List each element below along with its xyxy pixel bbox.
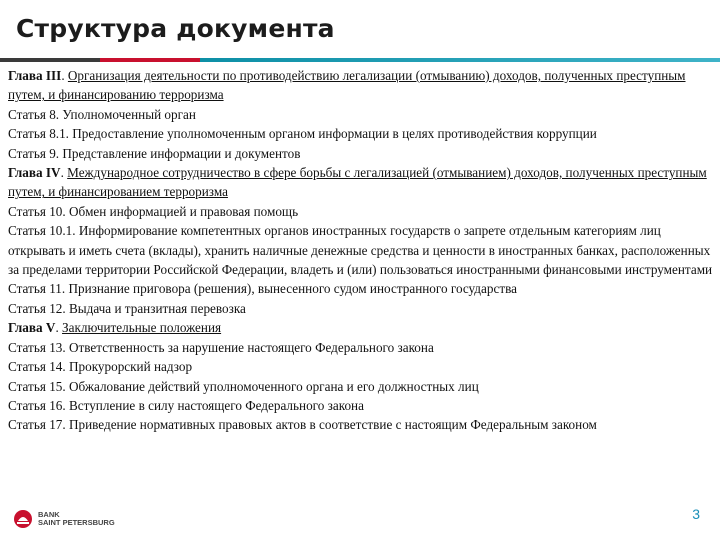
page-number: 3 (692, 506, 700, 522)
chapter-4-heading: Глава IV. Международное сотрудничество в сфере борьбы с легализацией (отмыванием) доходов, полученных преступным путем, и финансированием терроризма (8, 165, 707, 200)
article-item: Статья 17. Приведение нормативных правовых актов в соответствие с настоящим Федеральным законом (8, 417, 597, 433)
logo-line-1: BANK (38, 510, 60, 519)
article-item: Статья 15. Обжалование действий уполномоченного органа и его должностных лиц (8, 378, 479, 394)
logo-line-2: SAINT PETERSBURG (38, 518, 115, 527)
article-item: Статья 10.1. Информирование компетентных органов иностранных государств о запрете отдельным категориям лиц открывать и иметь счета (вклады), хранить наличные денежные средства и ценности в иностранных банках, расположенных за пределами территории Российской Федерации, владеть и (или) пользоваться иностранными финансовыми инструментами (8, 223, 713, 278)
article-item: Статья 9. Представление информации и документов (8, 145, 301, 161)
article-item: Статья 14. Прокурорский надзор (8, 359, 193, 375)
underline-segment-teal (200, 58, 720, 62)
bank-logo-icon (12, 508, 34, 530)
chapter-3-heading: Глава III. Организация деятельности по противодействию легализации (отмыванию) доходов, полученных преступным путем, и финансированию терроризма (8, 68, 686, 103)
bank-logo-text (38, 511, 115, 527)
article-item: Статья 10. Обмен информацией и правовая помощь (8, 203, 299, 219)
chapter-title: Заключительные положения (62, 320, 222, 336)
bank-logo (12, 508, 115, 530)
title-underline-bar (0, 58, 720, 62)
article-item: Статья 8.1. Предоставление уполномоченным органом информации в целях противодействия коррупции (8, 126, 597, 142)
article-item: Статья 16. Вступление в силу настоящего Федерального закона (8, 397, 364, 413)
article-item: Статья 11. Признание приговора (решения), вынесенного судом иностранного государства (8, 281, 517, 297)
underline-segment-red (100, 58, 200, 62)
page-title: Структура документа (16, 14, 335, 43)
chapter-5-heading: Глава V. Заключительные положения (8, 320, 222, 336)
chapter-title: Международное сотрудничество в сфере борьбы с легализацией (отмыванием) доходов, полученных преступным путем, и финансированием терроризма (8, 165, 707, 200)
chapter-number: Глава III (8, 68, 62, 83)
article-item: Статья 13. Ответственность за нарушение настоящего Федерального закона (8, 339, 434, 355)
article-item: Статья 12. Выдача и транзитная перевозка (8, 300, 246, 316)
article-item: Статья 8. Уполномоченный орган (8, 106, 196, 122)
underline-segment-dark (0, 58, 100, 62)
chapter-number: Глава V (8, 320, 56, 336)
chapter-title: Организация деятельности по противодействию легализации (отмыванию) доходов, полученных преступным путем, и финансированию терроризма (8, 68, 686, 103)
document-structure-list (8, 66, 714, 435)
chapter-number: Глава IV (8, 165, 61, 181)
